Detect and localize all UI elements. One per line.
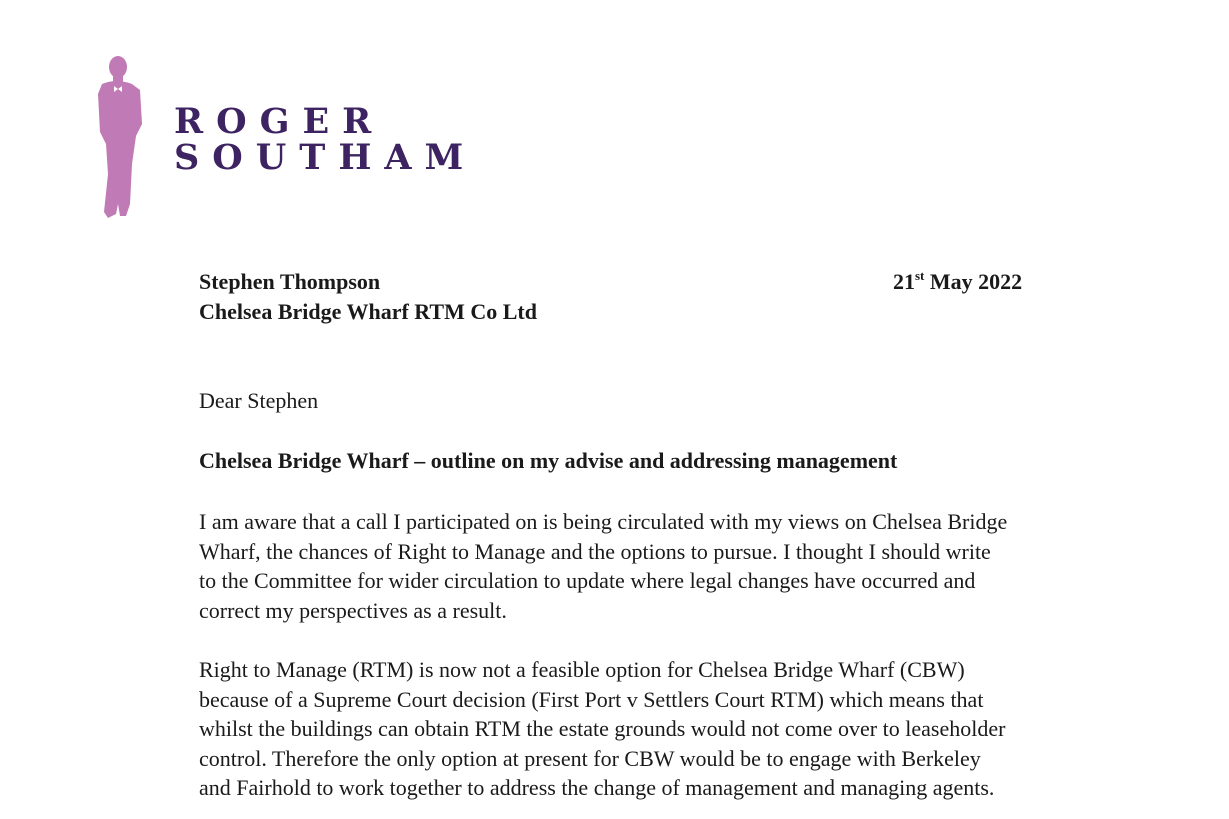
- brand-line-2: SOUTHAM: [174, 137, 477, 178]
- paragraph-line: control. Therefore the only option at present for CBW would be to engage with Berkeley: [199, 745, 981, 771]
- date-month-year: May 2022: [924, 269, 1023, 294]
- recipient-block: [199, 267, 537, 327]
- paragraph-1: [199, 507, 1079, 625]
- paragraph-2: [199, 655, 1079, 803]
- paragraph-line: correct my perspectives as a result.: [199, 597, 507, 623]
- date-suffix: st: [915, 268, 925, 283]
- recipient-name: Stephen Thompson: [199, 269, 381, 294]
- recipient-company: Chelsea Bridge Wharf RTM Co Ltd: [199, 299, 537, 324]
- paragraph-line: to the Committee for wider circulation to update where legal changes have occurred and: [199, 568, 976, 593]
- paragraph-line: I am aware that a call I participated on is being circulated with my views on Chelsea Bridge: [199, 509, 1008, 534]
- paragraph-line: because of a Supreme Court decision (First Port v Settlers Court RTM) which means that: [199, 686, 984, 712]
- letterhead-logo: [96, 54, 477, 224]
- brand-line-1: ROGER: [174, 101, 385, 142]
- salutation: Dear Stephen: [199, 388, 319, 413]
- letter-date: [893, 267, 1022, 297]
- paragraph-line: Right to Manage (RTM) is now not a feasible option for Chelsea Bridge Wharf (CBW): [199, 657, 965, 682]
- date-day: 21: [893, 269, 915, 294]
- brand-name: [174, 101, 477, 178]
- paragraph-line: and Fairhold to work together to address the change of management and managing agents.: [199, 775, 995, 800]
- man-silhouette-icon: [96, 54, 156, 222]
- subject-line: Chelsea Bridge Wharf – outline on my advise and addressing management: [199, 448, 898, 473]
- paragraph-line: Wharf, the chances of Right to Manage and the options to pursue. I thought I should write: [199, 538, 991, 564]
- paragraph-line: whilst the buildings can obtain RTM the estate grounds would not come over to leaseholder: [199, 716, 1006, 741]
